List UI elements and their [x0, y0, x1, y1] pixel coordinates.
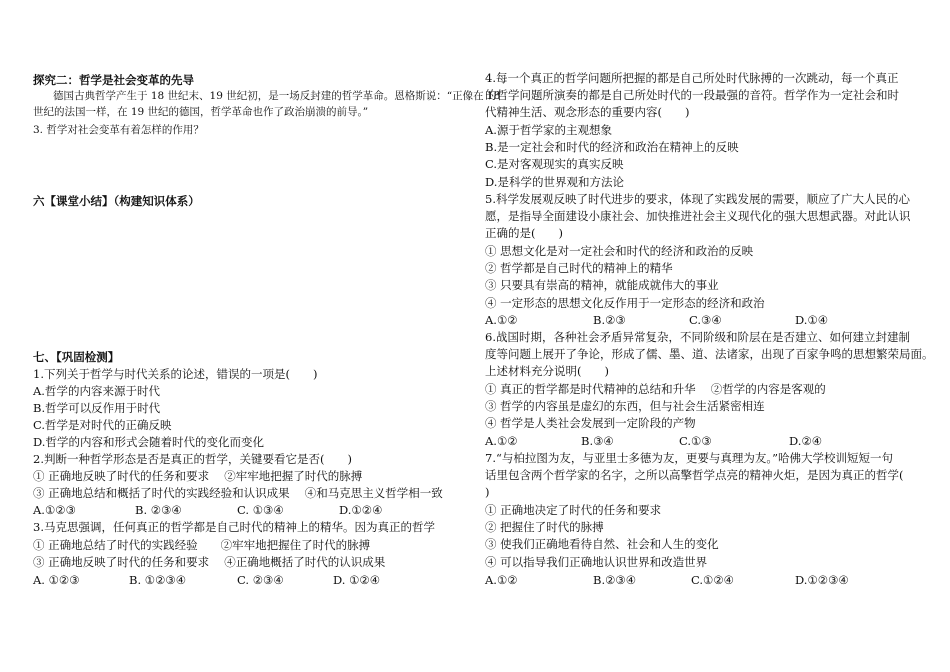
- explore2-heading: 探究二：哲学是社会变革的先导: [33, 73, 194, 87]
- q6-statement-2: ③ 哲学的内容虽是虚幻的东西，但与社会生活紧密相连: [485, 399, 765, 413]
- q3-stem: 3.马克思强调，任何真正的哲学都是自己时代的精神上的精华。因为真正的哲学: [33, 520, 435, 534]
- q7-option-d: D.①②③④: [795, 573, 849, 587]
- q3-option-c: C. ②③④: [237, 573, 284, 587]
- q3-option-a: A. ①②③: [33, 573, 80, 587]
- q2-stem: 2.判断一种哲学形态是否是真正的哲学，关键要看它是否( ): [33, 452, 352, 466]
- q6-statement-1: ① 真正的哲学都是时代精神的总结和升华 ②哲学的内容是客观的: [485, 382, 826, 396]
- q4-stem-line3: 代精神生活、观念形态的重要内容( ): [485, 105, 690, 119]
- q5-statement-4: ④ 一定形态的思想文化反作用于一定形态的经济和政治: [485, 296, 765, 310]
- q1-option-b: B.哲学可以反作用于时代: [33, 401, 161, 415]
- q5-option-d: D.①④: [795, 313, 829, 327]
- explore2-paragraph-line2: 世纪的法国一样，在 19 世纪的德国，哲学革命也作了政治崩溃的前导。”: [33, 106, 369, 118]
- q5-stem-line1: 5.科学发展观反映了时代进步的要求，体现了实践发展的需要，顺应了广大人民的心: [485, 192, 910, 206]
- q7-statement-4: ④ 可以指导我们正确地认识世界和改造世界: [485, 555, 708, 569]
- q2-option-c: C. ①③④: [237, 503, 284, 517]
- q3-option-b: B. ①②③④: [129, 573, 187, 587]
- q5-stem-line3: 正确的是( ): [485, 226, 563, 240]
- q7-stem-line2: 话里包含两个哲学家的名字，之所以高擎哲学点亮的精神火炬，是因为真正的哲学(: [485, 468, 904, 482]
- q5-option-b: B.②③: [593, 313, 626, 327]
- q6-option-d: D.②④: [789, 434, 823, 448]
- explore2-paragraph-line1: 德国古典哲学产生于 18 世纪末、19 世纪初，是一场反封建的哲学革命。恩格斯说：“正像在 18: [53, 90, 501, 102]
- q6-statement-3: ④ 哲学是人类社会发展到一定阶段的产物: [485, 416, 696, 430]
- q5-option-a: A.①②: [485, 313, 518, 327]
- q2-option-d: D.①②④: [339, 503, 383, 517]
- q5-option-c: C.③④: [689, 313, 722, 327]
- q1-option-c: C.哲学是对时代的正确反映: [33, 418, 172, 432]
- q6-stem-line3: 上述材料充分说明( ): [485, 364, 609, 378]
- q3-statement-2: ③ 正确地反映了时代的任务和要求 ④正确地概括了时代的认识成果: [33, 555, 386, 569]
- q6-option-b: B.③④: [581, 434, 614, 448]
- q6-stem-line1: 6.战国时期，各种社会矛盾异常复杂，不同阶级和阶层在是否建立、如何建立封建制: [485, 330, 910, 344]
- q5-stem-line2: 愿，是指导全面建设小康社会、加快推进社会主义现代化的强大思想武器。对此认识: [485, 209, 911, 223]
- q4-stem-line1: 4.每一个真正的哲学问题所把握的都是自己所处时代脉搏的一次跳动，每一个真正: [485, 71, 899, 85]
- explore2-question3: 3. 哲学对社会变革有着怎样的作用？: [33, 124, 204, 136]
- q7-statement-3: ③ 使我们正确地看待自然、社会和人生的变化: [485, 537, 719, 551]
- q7-statement-1: ① 正确地决定了时代的任务和要求: [485, 503, 662, 517]
- q1-option-a: A.哲学的内容来源于时代: [33, 384, 160, 398]
- q2-option-b: B. ②③④: [135, 503, 182, 517]
- q7-option-b: B.②③④: [593, 573, 637, 587]
- q7-option-a: A.①②: [485, 573, 518, 587]
- q4-option-d: D.是科学的世界观和方法论: [485, 175, 624, 189]
- q7-option-c: C.①②④: [691, 573, 734, 587]
- q4-stem-line2: 的哲学问题所演奏的都是自己所处时代的一段最强的音符。哲学作为一定社会和时: [485, 88, 899, 102]
- q2-statement-1: ① 正确地反映了时代的任务和要求 ②牢牢地把握了时代的脉搏: [33, 469, 363, 483]
- q7-stem-line1: 7.“与柏拉图为友，与亚里士多德为友，更要与真理为友。”哈佛大学校训短短一句: [485, 451, 893, 465]
- q4-option-a: A.源于哲学家的主观想象: [485, 123, 612, 137]
- q7-stem-line3: ): [485, 485, 490, 499]
- q3-option-d: D. ①②④: [333, 573, 381, 587]
- q5-statement-1: ① 思想文化是对一定社会和时代的经济和政治的反映: [485, 244, 754, 258]
- section6-heading: 六【课堂小结】（构建知识体系）: [33, 194, 200, 208]
- q6-option-c: C.①③: [679, 434, 712, 448]
- q3-statement-1: ① 正确地总结了时代的实践经验 ②牢牢地把握住了时代的脉搏: [33, 538, 371, 552]
- q4-option-b: B.是一定社会和时代的经济和政治在精神上的反映: [485, 140, 739, 154]
- q2-statement-2: ③ 正确地总结和概括了时代的实践经验和认识成果 ④和马克思主义哲学相一致: [33, 486, 443, 500]
- q7-statement-2: ② 把握住了时代的脉搏: [485, 520, 604, 534]
- q5-statement-3: ③ 只要具有崇高的精神，就能成就伟大的事业: [485, 278, 719, 292]
- section7-heading: 七、【巩固检测】: [33, 350, 120, 364]
- q6-option-a: A.①②: [485, 434, 518, 448]
- q1-option-d: D.哲学的内容和形式会随着时代的变化而变化: [33, 435, 264, 449]
- q5-statement-2: ② 哲学都是自己时代的精神上的精华: [485, 261, 673, 275]
- q2-option-a: A.①②③: [33, 503, 76, 517]
- q4-option-c: C.是对客观现实的真实反映: [485, 157, 624, 171]
- q1-stem: 1.下列关于哲学与时代关系的论述，错误的一项是( ): [33, 367, 318, 381]
- q6-stem-line2: 度等问题上展开了争论，形成了儒、墨、道、法诸家，出现了百家争鸣的思想繁荣局面。: [485, 347, 934, 361]
